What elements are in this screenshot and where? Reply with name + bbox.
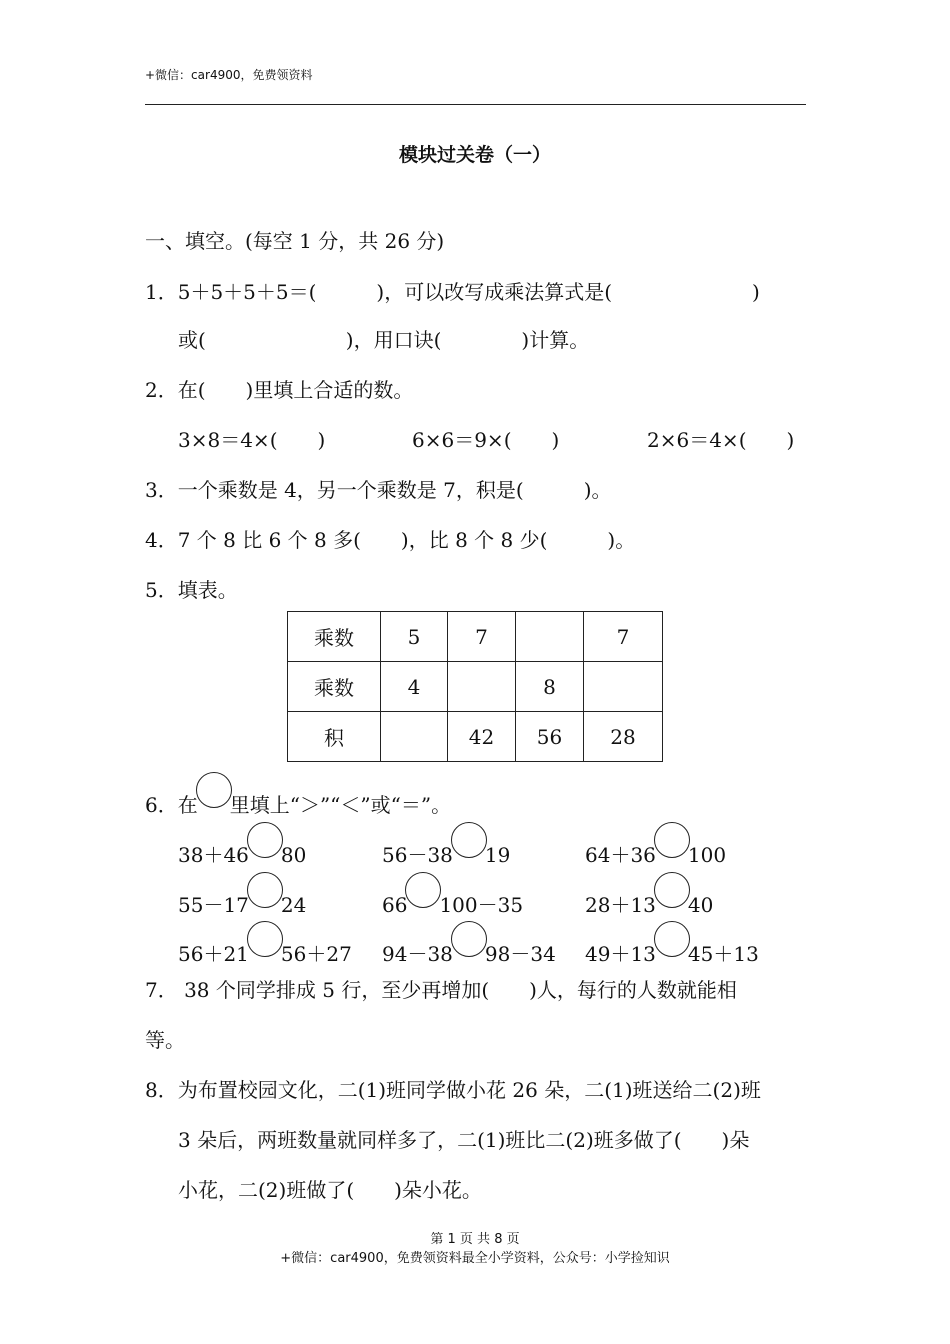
- q1-line2: 或( )，用口诀( )计算。: [178, 328, 590, 352]
- q6-left: 94－38: [382, 942, 453, 966]
- q8-line2: 3 朵后，两班数量就同样多了，二(1)班比二(2)班多做了( )朵: [178, 1128, 750, 1152]
- answer-circle[interactable]: [405, 872, 441, 908]
- q2-line1: 2．在( )里填上合适的数。: [145, 378, 414, 402]
- footer-note: +微信：car4900，免费领资料最全小学资料，公众号：小学捡知识: [280, 1251, 670, 1266]
- q6-right: 24: [280, 893, 307, 917]
- answer-circle[interactable]: [247, 822, 283, 858]
- q6-post: 里填上“＞”“＜”或“＝”。: [229, 793, 452, 817]
- q6-left: 66: [382, 893, 408, 917]
- table-cell: 56: [516, 712, 584, 762]
- q6-left: 64＋36: [585, 843, 656, 867]
- q6-left: 56＋21: [178, 942, 249, 966]
- q6-right: 80: [280, 843, 307, 867]
- q1-line1: 1．5＋5＋5＋5＝( )，可以改写成乘法算式是( ): [145, 280, 760, 304]
- q2-item-a: 3×8＝4×( ): [178, 428, 326, 452]
- table-cell: 7: [448, 612, 516, 662]
- fill-table: [287, 611, 663, 762]
- table-cell: 乘数: [288, 662, 381, 712]
- q6-right: 40: [687, 893, 714, 917]
- q6-right: 100－35: [439, 893, 524, 917]
- answer-circle[interactable]: [451, 921, 487, 957]
- header-rule: [145, 104, 806, 105]
- q6-left: 49＋13: [585, 942, 656, 966]
- table-cell: 4: [381, 662, 448, 712]
- q6-item: [382, 931, 556, 967]
- q6-left: 56－38: [382, 843, 453, 867]
- q6-item: [382, 882, 523, 918]
- answer-circle[interactable]: [451, 822, 487, 858]
- table-cell: 7: [584, 612, 663, 662]
- section-heading: 一、填空。(每空 1 分，共 26 分): [145, 229, 445, 253]
- page-number: 第 1 页 共 8 页: [430, 1232, 520, 1247]
- table-cell: 42: [448, 712, 516, 762]
- q7-line2: 等。: [145, 1028, 185, 1052]
- table-cell: 28: [584, 712, 663, 762]
- q6-item: [178, 931, 352, 967]
- table-cell: [516, 612, 584, 662]
- q2-item-c: 2×6＝4×( ): [647, 428, 795, 452]
- q2-item-b: 6×6＝9×( ): [412, 428, 560, 452]
- answer-circle[interactable]: [654, 921, 690, 957]
- q8-line1: 8．为布置校园文化，二(1)班同学做小花 26 朵，二(1)班送给二(2)班: [145, 1078, 761, 1102]
- answer-circle[interactable]: [247, 921, 283, 957]
- table-cell: 5: [381, 612, 448, 662]
- q6-item: [585, 832, 726, 868]
- table-cell: 乘数: [288, 612, 381, 662]
- q6-right: 56＋27: [280, 942, 352, 966]
- q6-instruction: [145, 782, 451, 818]
- header-watermark: +微信：car4900，免费领资料: [145, 68, 313, 82]
- q6-item: [178, 882, 306, 918]
- q6-right: 98－34: [484, 942, 556, 966]
- q5-label: 5．填表。: [145, 578, 238, 602]
- table-cell: 8: [516, 662, 584, 712]
- q6-right: 45＋13: [687, 942, 759, 966]
- q8-line3: 小花，二(2)班做了( )朵小花。: [178, 1178, 482, 1202]
- answer-circle[interactable]: [654, 822, 690, 858]
- table-cell: 积: [288, 712, 381, 762]
- table-row: [288, 612, 663, 662]
- answer-circle[interactable]: [196, 772, 232, 808]
- q6-right: 19: [484, 843, 511, 867]
- q6-item: [178, 832, 306, 868]
- q6-item: [382, 832, 510, 868]
- page-title: 模块过关卷（一）: [398, 144, 551, 166]
- q6-right: 100: [687, 843, 727, 867]
- table-cell: [381, 712, 448, 762]
- table-row: [288, 712, 663, 762]
- q6-item: [585, 931, 759, 967]
- table-cell: [584, 662, 663, 712]
- answer-circle[interactable]: [247, 872, 283, 908]
- q3-line: 3．一个乘数是 4，另一个乘数是 7，积是( )。: [145, 478, 612, 502]
- q7-line1: 7． 38 个同学排成 5 行，至少再增加( )人，每行的人数就能相: [145, 978, 737, 1002]
- q6-left: 55－17: [178, 893, 249, 917]
- q4-line: 4．7 个 8 比 6 个 8 多( )，比 8 个 8 少( )。: [145, 528, 636, 552]
- q6-left: 38＋46: [178, 843, 249, 867]
- q6-pre: 6．在: [145, 793, 198, 817]
- q6-item: [585, 882, 713, 918]
- table-row: [288, 662, 663, 712]
- answer-circle[interactable]: [654, 872, 690, 908]
- table-cell: [448, 662, 516, 712]
- q6-left: 28＋13: [585, 893, 656, 917]
